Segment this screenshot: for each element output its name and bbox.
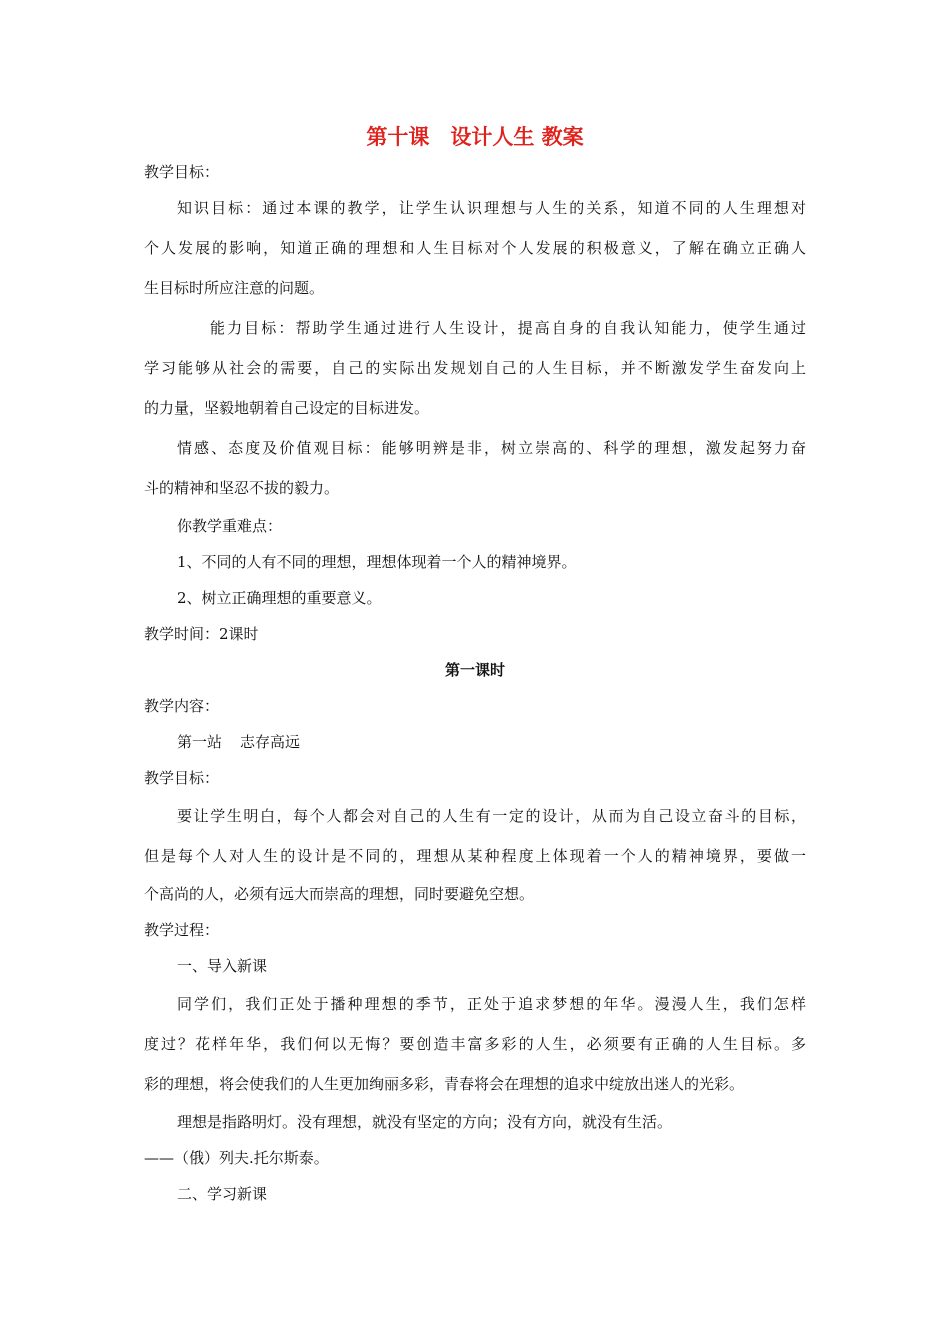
quote-author: ——（俄）列夫.托尔斯泰。 <box>144 1149 329 1167</box>
key-point-item: 2、树立正确理想的重要意义。 <box>177 589 382 607</box>
goal-text-line: 个高尚的人，必须有远大而崇高的理想，同时要避免空想。 <box>144 885 535 903</box>
ability-goal-line: 学习能够从社会的需要，自己的实际出发规划自己的人生目标，并不断激发学生奋发向上 <box>144 359 806 377</box>
quote-text: 理想是指路明灯。没有理想，就没有坚定的方向；没有方向，就没有生活。 <box>177 1113 673 1131</box>
station-name: 志存高远 <box>240 733 301 751</box>
knowledge-goal-line: 知识目标：通过本课的教学，让学生认识理想与人生的关系，知道不同的人生理想对 <box>177 199 806 217</box>
document-title: 第十课 设计人生 教案 <box>366 125 584 149</box>
ability-goal-line: 能力目标：帮助学生通过进行人生设计，提高自身的自我认知能力，使学生通过 <box>210 319 806 337</box>
teaching-process-heading: 教学过程： <box>144 921 220 939</box>
teaching-time: 教学时间：2课时 <box>144 625 259 643</box>
key-points-heading: 你教学重难点： <box>177 517 283 535</box>
lesson-heading: 第一课时 <box>444 661 505 679</box>
step-heading: 一、导入新课 <box>177 957 268 975</box>
step-heading: 二、学习新课 <box>177 1185 268 1203</box>
goal-text-line: 但是每个人对人生的设计是不同的，理想从某种程度上体现着一个人的精神境界，要做一 <box>144 847 806 865</box>
key-point-item: 1、不同的人有不同的理想，理想体现着一个人的精神境界。 <box>177 553 577 571</box>
station-number: 第一站 <box>177 733 223 751</box>
document-body <box>144 122 806 1212</box>
goal-text-line: 要让学生明白，每个人都会对自己的人生有一定的设计，从而为自己设立奋斗的目标， <box>177 807 806 825</box>
ability-goal-line: 的力量，坚毅地朝着自己设定的目标进发。 <box>144 399 430 417</box>
intro-line: 度过？花样年华，我们何以无悔？要创造丰富多彩的人生，必须要有正确的人生目标。多 <box>144 1035 806 1053</box>
teaching-content-heading: 教学内容： <box>144 697 220 715</box>
teaching-goals-heading: 教学目标： <box>144 163 220 181</box>
emotion-goal-line: 情感、态度及价值观目标：能够明辨是非，树立崇高的、科学的理想，激发起努力奋 <box>177 439 806 457</box>
intro-line: 同学们，我们正处于播种理想的季节，正处于追求梦想的年华。漫漫人生，我们怎样 <box>177 995 806 1013</box>
teaching-goals-heading: 教学目标： <box>144 769 220 787</box>
knowledge-goal-line: 个人发展的影响，知道正确的理想和人生目标对个人发展的积极意义，了解在确立正确人 <box>144 239 806 257</box>
emotion-goal-line: 斗的精神和坚忍不拔的毅力。 <box>144 479 340 497</box>
intro-line: 彩的理想，将会使我们的人生更加绚丽多彩，青春将会在理想的追求中绽放出迷人的光彩。 <box>144 1075 745 1093</box>
knowledge-goal-line: 生目标时所应注意的问题。 <box>144 279 325 297</box>
station-title <box>144 724 806 760</box>
